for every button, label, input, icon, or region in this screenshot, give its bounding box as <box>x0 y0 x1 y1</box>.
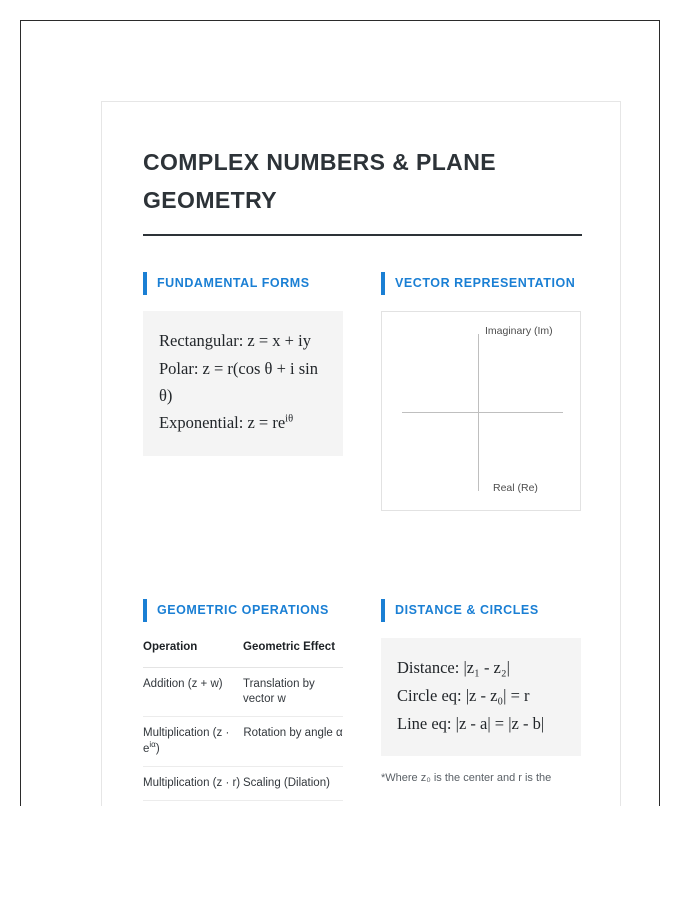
argand-diagram <box>381 311 581 511</box>
cell-effect: Rotation by angle α <box>243 716 343 767</box>
accent-bar-icon <box>143 599 147 622</box>
column-header-operation: Operation <box>143 638 243 667</box>
section-geometric-operations <box>143 599 343 801</box>
real-axis-line <box>402 412 563 413</box>
formula-exponential <box>159 410 327 437</box>
formula-expression: |z - z₀| = r <box>465 685 530 705</box>
content-row-bottom <box>143 599 580 801</box>
formula-label: Circle eq: <box>397 685 462 705</box>
formula-expression: |z - a| = |z - b| <box>455 713 545 733</box>
formula-label: Rectangular: <box>159 331 244 351</box>
cell-operation <box>143 716 243 767</box>
accent-bar-icon <box>143 272 147 295</box>
accent-bar-icon <box>381 599 385 622</box>
content-body <box>102 102 620 801</box>
formula-expression: z = x + iy <box>247 331 311 351</box>
section-title-vector-representation: VECTOR REPRESENTATION <box>395 276 576 291</box>
section-title-geometric-operations: GEOMETRIC OPERATIONS <box>157 603 329 618</box>
cell-operation-tail: ) <box>155 743 160 756</box>
section-header-geometric-operations <box>143 599 343 622</box>
cell-effect: Translation by vector w <box>243 667 343 716</box>
footnote-text: *Where z₀ is the center and r is the <box>381 772 552 785</box>
content-card <box>101 101 621 806</box>
title-divider <box>143 234 582 237</box>
formula-exponent: iθ <box>285 413 294 425</box>
formula-rectangular <box>159 328 327 355</box>
formula-distance <box>397 655 565 682</box>
page-frame <box>20 20 660 806</box>
imaginary-axis-label: Imaginary (Im) <box>485 325 553 338</box>
formula-expression: z = re <box>247 413 286 433</box>
cell-operation-text: Multiplication (z · e <box>143 726 230 756</box>
formula-label: Exponential: <box>159 413 244 433</box>
content-row-top <box>143 272 580 511</box>
cell-operation: Addition (z + w) <box>143 667 243 716</box>
table-header-row <box>143 638 343 667</box>
formula-label: Distance: <box>397 658 460 678</box>
formula-label: Polar: <box>159 358 199 378</box>
section-vector-representation <box>381 272 581 511</box>
section-header-distance-circles <box>381 599 581 622</box>
table-row <box>143 716 343 767</box>
formula-circle-equation <box>397 683 565 710</box>
table-row <box>143 767 343 801</box>
section-distance-circles <box>381 599 581 801</box>
formula-expression: z = r(cos θ + i sin θ) <box>159 358 318 405</box>
section-header-fundamental-forms <box>143 272 343 295</box>
geometric-operations-table <box>143 638 343 801</box>
section-fundamental-forms <box>143 272 343 511</box>
cell-operation-exponent: iα <box>149 740 156 750</box>
formula-expression: |z₁ - z₂| <box>463 658 510 678</box>
formula-label: Line eq: <box>397 713 452 733</box>
cell-operation: Multiplication (z · r) <box>143 767 243 801</box>
section-title-fundamental-forms: FUNDAMENTAL FORMS <box>157 276 310 291</box>
formula-line-equation <box>397 711 565 738</box>
real-axis-label: Real (Re) <box>493 482 538 495</box>
section-title-distance-circles: DISTANCE & CIRCLES <box>395 603 539 618</box>
formula-panel-fundamental-forms <box>143 311 343 456</box>
table-row <box>143 667 343 716</box>
cell-effect: Scaling (Dilation) <box>243 767 343 801</box>
section-header-vector-representation <box>381 272 581 295</box>
column-header-geometric-effect: Geometric Effect <box>243 638 343 667</box>
formula-panel-distance-circles <box>381 638 581 756</box>
formula-polar <box>159 356 327 409</box>
page-title: COMPLEX NUMBERS & PLANE GEOMETRY <box>143 149 496 213</box>
accent-bar-icon <box>381 272 385 295</box>
